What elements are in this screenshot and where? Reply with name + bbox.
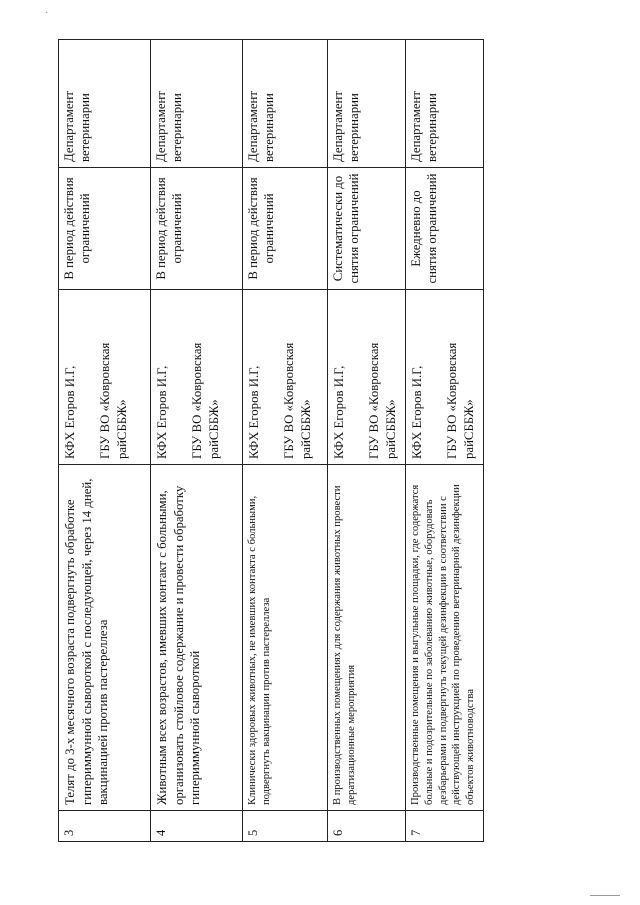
term-text: В период действия ограничений	[151, 168, 243, 290]
responsible-station: ГБУ ВО «Ковровская райСББЖ»	[366, 342, 398, 459]
responsible-cell	[328, 290, 406, 465]
responsible-cell	[243, 290, 328, 465]
table-row	[406, 40, 484, 842]
measure-text: Производственные помещения и выгульные площадки, где содержатся больные и подозрительные по заболеванию животные, оборудовать дезбарьерами и подвергнуть текущей дезинфекции в соответствии с действующей инструкцией по проведению ветеринарной дезинфекции объектов животноводства	[406, 465, 484, 811]
measure-text: Животным всех возрастов, имевших контакт с больными, организовать стойловое содержание и провести обработку гипериммунной сывороткой	[151, 465, 243, 811]
table-row	[243, 40, 328, 842]
control-text: Департамент ветеринарии	[59, 40, 151, 168]
responsible-farm: КФХ Егоров И.Г,	[332, 365, 346, 459]
rotated-table-wrapper	[58, 40, 483, 842]
control-text: Департамент ветеринарии	[243, 40, 328, 168]
control-text: Департамент ветеринарии	[328, 40, 406, 168]
control-text: Департамент ветеринарии	[151, 40, 243, 168]
table-row	[328, 40, 406, 842]
responsible-farm: КФХ Егоров И.Г,	[63, 365, 77, 459]
responsible-cell	[59, 290, 151, 465]
responsible-farm: КФХ Егоров И.Г,	[410, 365, 424, 459]
row-number: 6	[328, 811, 406, 842]
term-text: Систематически до снятия ограничений	[328, 168, 406, 290]
responsible-station: ГБУ ВО «Ковровская райСББЖ»	[97, 342, 129, 459]
term-text: Ежедневно до снятия ограничений	[406, 168, 484, 290]
footer-rule	[590, 895, 620, 896]
responsible-station: ГБУ ВО «Ковровская райСББЖ»	[444, 342, 476, 459]
scan-speck: ·	[45, 8, 49, 19]
measure-text: Клинически здоровых животных, не имевших контакта с больными, подвергнуть вакцинации против пастереллеза	[243, 465, 328, 811]
measure-text: Телят до 3-х месячного возраста подвергнуть обработке гипериммунной сывороткой с последующей, через 14 дней, вакцинацией против пастереллеза	[59, 465, 151, 811]
table-row	[151, 40, 243, 842]
responsible-farm: КФХ Егоров И.Г,	[155, 365, 169, 459]
row-number: 4	[151, 811, 243, 842]
control-text: Департамент ветеринарии	[406, 40, 484, 168]
row-number: 7	[406, 811, 484, 842]
table-row	[59, 40, 151, 842]
term-text: В период действия ограничений	[243, 168, 328, 290]
row-number: 5	[243, 811, 328, 842]
responsible-cell	[406, 290, 484, 465]
responsible-cell	[151, 290, 243, 465]
responsible-station: ГБУ ВО «Ковровская райСББЖ»	[189, 342, 221, 459]
row-number: 3	[59, 811, 151, 842]
measures-table	[58, 39, 484, 842]
term-text: В период действия ограничений	[59, 168, 151, 290]
responsible-farm: КФХ Егоров И.Г,	[247, 365, 261, 459]
measure-text: В производственных помещениях для содержания животных провести дератизационные мероприятия	[328, 465, 406, 811]
responsible-station: ГБУ ВО «Ковровская райСББЖ»	[281, 342, 313, 459]
